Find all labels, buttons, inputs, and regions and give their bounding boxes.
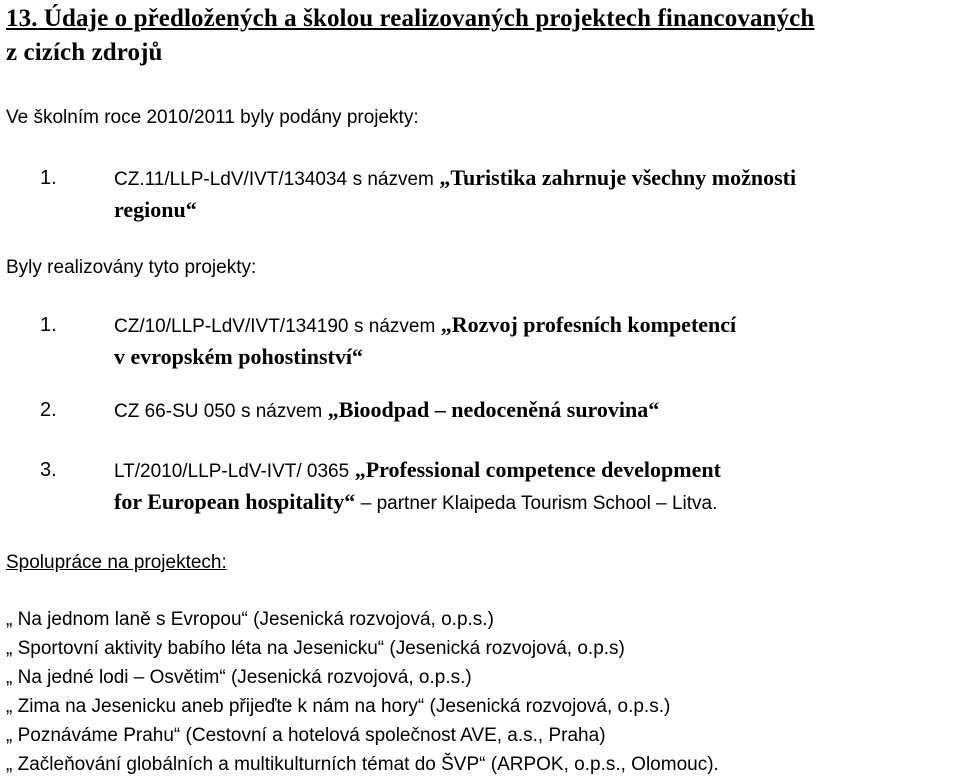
realized-intro: Byly realizovány tyto projekty:: [6, 257, 257, 278]
cooperation-title: „ Na jednom laně s Evropou“: [6, 609, 248, 630]
project-title-cont: for European hospitality“: [114, 489, 356, 514]
cooperation-item: [6, 694, 950, 723]
item-body: [114, 395, 950, 427]
cooperation-item: [6, 723, 950, 752]
cooperation-org: (ARPOK, o.p.s., Olomouc).: [490, 754, 719, 775]
heading-line-1: 13. Údaje o předložených a školou realizovaných projektech financovaných: [6, 5, 815, 32]
item-number: 1.: [40, 167, 57, 189]
cooperation-title: „ Na jedné lodi – Osvětim“: [6, 667, 226, 688]
project-title: „Bioodpad – nedoceněná surovina“: [327, 397, 660, 422]
project-code: LT/2010/LLP-LdV-IVT/ 0365: [114, 461, 350, 482]
cooperation-title: „ Zima na Jesenicku aneb přijeďte k nám na hory“: [6, 696, 425, 717]
cooperation-title: „ Začleňování globálních a multikulturních témat do ŠVP“: [6, 754, 486, 775]
project-code: CZ 66-SU 050: [114, 401, 236, 422]
item-number: 2.: [40, 399, 57, 421]
realized-item-3: [40, 455, 950, 519]
project-title: „Rozvoj profesních kompetencí: [440, 312, 737, 337]
project-title: „Professional competence development: [354, 457, 721, 482]
cooperation-item: [6, 752, 950, 781]
project-connector: s názvem: [353, 316, 436, 337]
item-number: 3.: [40, 459, 57, 481]
section-heading: [6, 2, 950, 70]
cooperation-org: (Cestovní a hotelová společnost AVE, a.s., Praha): [185, 725, 606, 746]
cooperation-list: [6, 607, 950, 781]
cooperation-title: „ Poznáváme Prahu“: [6, 725, 181, 746]
item-number: 1.: [40, 314, 57, 336]
cooperation-org: (Jesenická rozvojová, o.p.s.): [429, 696, 671, 717]
item-body: [114, 163, 950, 225]
heading-line-2: z cizích zdrojů: [6, 39, 163, 66]
cooperation-item: [6, 665, 950, 694]
realized-item-2: [40, 395, 950, 427]
cooperation-title: „ Sportovní aktivity babího léta na Jesenicku“: [6, 638, 385, 659]
item-body: [114, 455, 950, 519]
cooperation-org: (Jesenická rozvojová, o.p.s.): [230, 667, 472, 688]
cooperation-org: (Jesenická rozvojová, o.p.s.): [253, 609, 494, 630]
submitted-item-1: [40, 163, 950, 227]
submitted-intro: Ve školním roce 2010/2011 byly podány projekty:: [6, 107, 419, 128]
project-partner: – partner Klaipeda Tourism School – Litva.: [360, 493, 718, 514]
cooperation-heading: Spolupráce na projektech:: [6, 552, 227, 573]
project-connector: s názvem: [240, 401, 323, 422]
project-title-cont: v evropském pohostinství“: [114, 344, 363, 369]
item-body: [114, 310, 950, 372]
cooperation-org: (Jesenická rozvojová, o.p.s): [389, 638, 625, 659]
realized-item-1: [40, 310, 950, 374]
project-connector: s názvem: [352, 169, 434, 190]
project-code: CZ/10/LLP-LdV/IVT/134190: [114, 316, 349, 337]
cooperation-item: [6, 636, 950, 665]
project-code: CZ.11/LLP-LdV/IVT/134034: [114, 169, 348, 190]
project-title-cont: regionu“: [114, 197, 197, 222]
cooperation-item: [6, 607, 950, 636]
project-title: „Turistika zahrnuje všechny možnosti: [439, 165, 797, 190]
